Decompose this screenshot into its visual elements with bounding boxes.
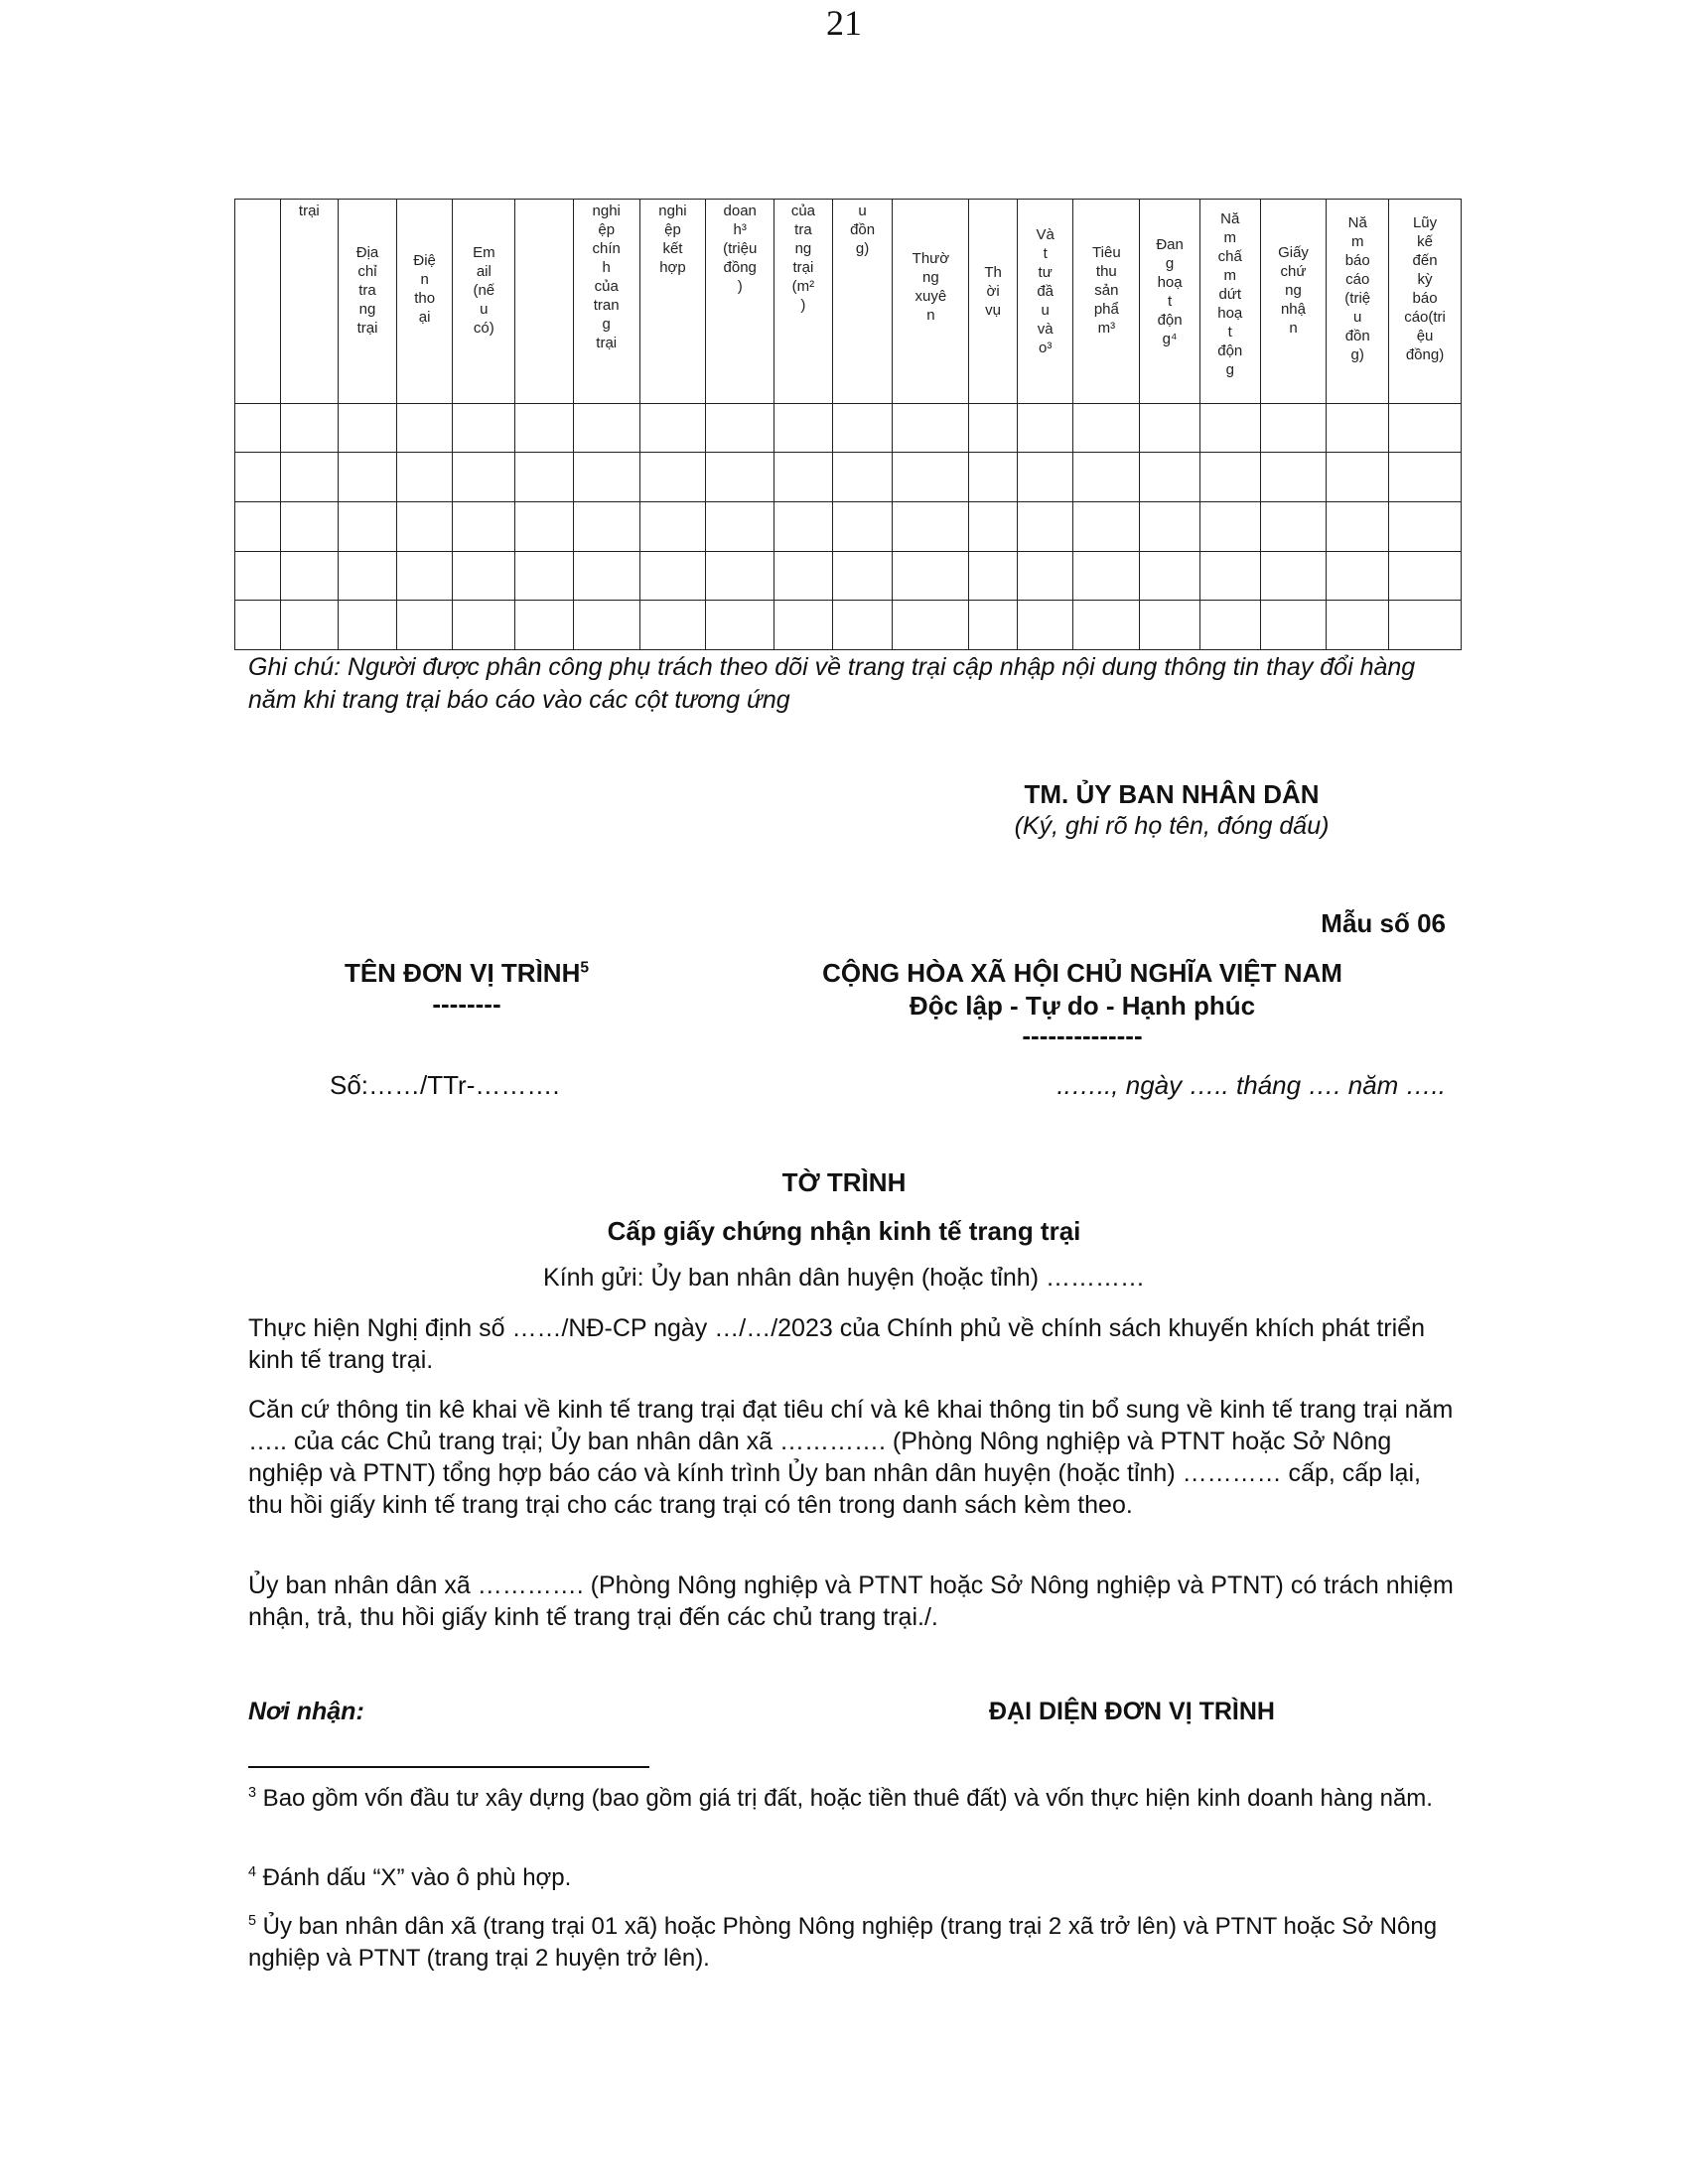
header-cell-label: u đồn g)	[850, 203, 876, 257]
table-cell	[969, 403, 1018, 453]
addressee: Kính gửi: Ủy ban nhân dân huyện (hoặc tỉnh) …………	[543, 1264, 1145, 1292]
table-cell	[1073, 453, 1140, 502]
header-cell-label: trại	[298, 203, 320, 219]
table-cell	[280, 601, 339, 650]
table-cell	[339, 453, 397, 502]
table-row	[235, 453, 1462, 502]
paragraph-decree: Thực hiện Nghị định số ……/NĐ-CP ngày …/…/2023 của Chính phủ về chính sách khuyến khích phát triển kinh tế trang trại.	[248, 1314, 1425, 1374]
table-cell	[453, 502, 515, 552]
table-cell	[235, 551, 281, 601]
table-cell	[1327, 453, 1389, 502]
date-line: ..….., ngày ….. tháng …. năm …..	[1056, 1070, 1446, 1100]
table-cell	[1017, 453, 1073, 502]
header-cell	[1199, 200, 1260, 404]
header-cell-label: của tra ng trại (m² )	[790, 203, 816, 314]
header-cell	[515, 200, 574, 404]
table-cell	[1140, 403, 1200, 453]
table-cell	[1017, 551, 1073, 601]
table-cell	[639, 551, 706, 601]
footnote-5-mark: 5	[248, 1913, 257, 1929]
table-cell	[453, 403, 515, 453]
table-cell	[573, 601, 639, 650]
header-cell-label: Th ời vụ	[984, 264, 1002, 319]
header-cell-label: doan h³ (triệu đồng )	[723, 203, 758, 295]
table-cell	[706, 502, 774, 552]
table-cell	[1327, 601, 1389, 650]
table-cell	[235, 453, 281, 502]
table-cell	[1260, 453, 1327, 502]
footnote-separator	[248, 1766, 649, 1768]
page-number: 21	[826, 3, 862, 43]
table-cell	[639, 453, 706, 502]
paragraph-basis: Căn cứ thông tin kê khai về kinh tế trang trại đạt tiêu chí và kê khai thông tin bổ sung về kinh tế trang trại năm ….. của các Chủ trang trại; Ủy ban nhân dân xã …………. (Phòng Nông nghiệp và PTNT hoặc Sở Nông nghiệp và PTNT) tổng hợp báo cáo và kính trình Ủy ban nhân dân huyện (hoặc tỉnh) ………… cấp, cấp lại, thu hồi giấy kinh tế trang trại cho các trang trại có tên trong danh sách kèm theo.	[248, 1396, 1454, 1519]
table-cell	[1260, 551, 1327, 601]
table-cell	[1140, 601, 1200, 650]
header-cell	[1327, 200, 1389, 404]
header-cell-label: Nă m chấ m dứt hoạ t độn g	[1217, 210, 1243, 378]
farm-data-table	[234, 199, 1462, 650]
table-cell	[280, 502, 339, 552]
header-cell	[280, 200, 339, 404]
table-row	[235, 403, 1462, 453]
table-row	[235, 551, 1462, 601]
table-cell	[573, 403, 639, 453]
table-cell	[573, 551, 639, 601]
table-cell	[339, 601, 397, 650]
table-cell	[396, 601, 453, 650]
table-cell	[893, 502, 969, 552]
table-cell	[1327, 403, 1389, 453]
header-cell	[235, 200, 281, 404]
footnote-5	[248, 1911, 1450, 1975]
table-cell	[1140, 453, 1200, 502]
table-cell	[893, 453, 969, 502]
header-cell	[639, 200, 706, 404]
table-cell	[235, 601, 281, 650]
table-cell	[832, 453, 893, 502]
table-cell	[1199, 601, 1260, 650]
left-header-dashes: --------	[432, 989, 501, 1019]
table-cell	[280, 403, 339, 453]
table-cell	[774, 403, 833, 453]
footnote-3-text: Bao gồm vốn đầu tư xây dựng (bao gồm giá trị đất, hoặc tiền thuê đất) và vốn thực hiện kinh doanh hàng năm.	[256, 1785, 1433, 1812]
table-cell	[706, 453, 774, 502]
header-cell	[1140, 200, 1200, 404]
table-cell	[515, 403, 574, 453]
footnote-3-mark: 3	[248, 1785, 257, 1801]
table-cell	[1260, 502, 1327, 552]
table-cell	[969, 551, 1018, 601]
header-cell	[893, 200, 969, 404]
table-cell	[1389, 403, 1462, 453]
table-cell	[515, 502, 574, 552]
footnote-4-mark: 4	[248, 1864, 257, 1880]
table-cell	[396, 403, 453, 453]
header-cell-label: Đan g hoạ t độn g⁴	[1156, 236, 1184, 347]
table-cell	[339, 551, 397, 601]
table-cell	[1327, 551, 1389, 601]
table-cell	[1140, 551, 1200, 601]
paragraph-responsibility: Ủy ban nhân dân xã …………. (Phòng Nông nghiệp và PTNT hoặc Sở Nông nghiệp và PTNT) có trách nhiệm nhận, trả, thu hồi giấy kinh tế trang trại đến các chủ trang trại./.	[248, 1571, 1454, 1631]
header-cell	[832, 200, 893, 404]
header-cell-label: Và t tư đầ u và o³	[1036, 226, 1055, 356]
table-cell	[832, 502, 893, 552]
table-cell	[1073, 601, 1140, 650]
header-cell-label: Giấy chứ ng nhậ n	[1278, 244, 1309, 337]
table-cell	[832, 601, 893, 650]
table-cell	[280, 453, 339, 502]
header-cell	[339, 200, 397, 404]
table-cell	[774, 601, 833, 650]
header-cell-label: nghi ệp chín h của tran g trại	[592, 203, 621, 351]
table-cell	[774, 502, 833, 552]
header-cell-label: Thườ ng xuyê n	[912, 250, 950, 324]
table-cell	[1073, 403, 1140, 453]
table-cell	[893, 403, 969, 453]
document-number: Số:……/TTr-……….	[330, 1070, 560, 1100]
header-cell	[1260, 200, 1327, 404]
table-cell	[453, 601, 515, 650]
committee-signature-title: TM. ỦY BAN NHÂN DÂN	[1024, 779, 1320, 809]
footnote-5-text: Ủy ban nhân dân xã (trang trại 01 xã) hoặc Phòng Nông nghiệp (trang trại 2 xã trở lên) và PTNT hoặc Sở Nông nghiệp và PTNT (trang trại 2 huyện trở lên).	[248, 1913, 1438, 1972]
header-cell-label: Địa chỉ tra ng trại	[355, 244, 379, 337]
table-cell	[515, 551, 574, 601]
table-cell	[1073, 502, 1140, 552]
table-cell	[832, 551, 893, 601]
table-cell	[1199, 403, 1260, 453]
table-cell	[1327, 502, 1389, 552]
table-cell	[1073, 551, 1140, 601]
table-header-row	[235, 200, 1462, 404]
table-cell	[1140, 502, 1200, 552]
table-cell	[235, 502, 281, 552]
table-cell	[639, 502, 706, 552]
table-cell	[396, 502, 453, 552]
header-cell	[1017, 200, 1073, 404]
document-title: TỜ TRÌNH	[781, 1167, 907, 1197]
table-row	[235, 502, 1462, 552]
table-cell	[1199, 551, 1260, 601]
table-cell	[893, 551, 969, 601]
document-subtitle: Cấp giấy chứng nhận kinh tế trang trại	[607, 1216, 1081, 1246]
table-cell	[453, 551, 515, 601]
table-cell	[1017, 502, 1073, 552]
form-number: Mẫu số 06	[1321, 908, 1446, 938]
national-motto: Độc lập - Tự do - Hạnh phúc	[909, 991, 1256, 1021]
footnote-4-text: Đánh dấu “X” vào ô phù hợp.	[256, 1864, 572, 1891]
table-cell	[573, 502, 639, 552]
table-cell	[1260, 601, 1327, 650]
right-header-dashes: --------------	[1022, 1021, 1143, 1050]
nation-name: CỘNG HÒA XÃ HỘI CHỦ NGHĨA VIỆT NAM	[822, 958, 1342, 988]
table-note: Ghi chú: Người được phân công phụ trách theo dõi về trang trại cập nhập nội dung thông tin thay đổi hàng năm khi trang trại báo cáo vào các cột tương ứng	[248, 653, 1416, 714]
table-cell	[396, 453, 453, 502]
header-cell-label: Điệ n tho ại	[413, 252, 436, 326]
table-cell	[339, 403, 397, 453]
table-cell	[832, 403, 893, 453]
table-cell	[969, 453, 1018, 502]
representative-title: ĐẠI DIỆN ĐƠN VỊ TRÌNH	[988, 1698, 1275, 1725]
submitting-unit-text: TÊN ĐƠN VỊ TRÌNH	[344, 958, 581, 988]
table-cell	[969, 601, 1018, 650]
header-cell	[969, 200, 1018, 404]
table-cell	[706, 403, 774, 453]
table-cell	[1199, 502, 1260, 552]
table-cell	[573, 453, 639, 502]
header-cell-label: Tiêu thu sản phẩ m³	[1092, 244, 1121, 337]
table-cell	[969, 502, 1018, 552]
table-cell	[280, 551, 339, 601]
table-cell	[639, 403, 706, 453]
header-cell	[706, 200, 774, 404]
header-cell	[396, 200, 453, 404]
table-cell	[706, 551, 774, 601]
header-cell	[1389, 200, 1462, 404]
table-cell	[515, 601, 574, 650]
table-cell	[1389, 502, 1462, 552]
header-cell	[453, 200, 515, 404]
table-cell	[1389, 551, 1462, 601]
header-cell	[573, 200, 639, 404]
header-cell-label: Lũy kế đến kỳ báo cáo(tri ệu đồng)	[1404, 214, 1446, 363]
table-cell	[893, 601, 969, 650]
committee-signature-subtitle: (Ký, ghi rõ họ tên, đóng dấu)	[1014, 812, 1330, 840]
table-cell	[639, 601, 706, 650]
header-cell	[774, 200, 833, 404]
table-cell	[1017, 403, 1073, 453]
submitting-unit-name	[268, 958, 665, 989]
header-cell-label: Nă m báo cáo (triệ u đồn g)	[1344, 214, 1371, 363]
recipients-label: Nơi nhận:	[248, 1698, 364, 1725]
footnote-4	[248, 1862, 1450, 1894]
header-cell-label: nghi ệp kết hợp	[658, 203, 687, 276]
footnote-3	[248, 1783, 1450, 1815]
table-cell	[706, 601, 774, 650]
table-cell	[1260, 403, 1327, 453]
table-cell	[515, 453, 574, 502]
table-row	[235, 601, 1462, 650]
table-cell	[1017, 601, 1073, 650]
table-cell	[453, 453, 515, 502]
table-cell	[1199, 453, 1260, 502]
table-cell	[235, 403, 281, 453]
table-cell	[1389, 453, 1462, 502]
table-cell	[339, 502, 397, 552]
table-cell	[774, 453, 833, 502]
table-cell	[774, 551, 833, 601]
submitting-unit-footnote-mark: 5	[580, 959, 590, 977]
table-cell	[396, 551, 453, 601]
table-cell	[1389, 601, 1462, 650]
header-cell	[1073, 200, 1140, 404]
header-cell-label: Em ail (nế u có)	[473, 244, 495, 337]
